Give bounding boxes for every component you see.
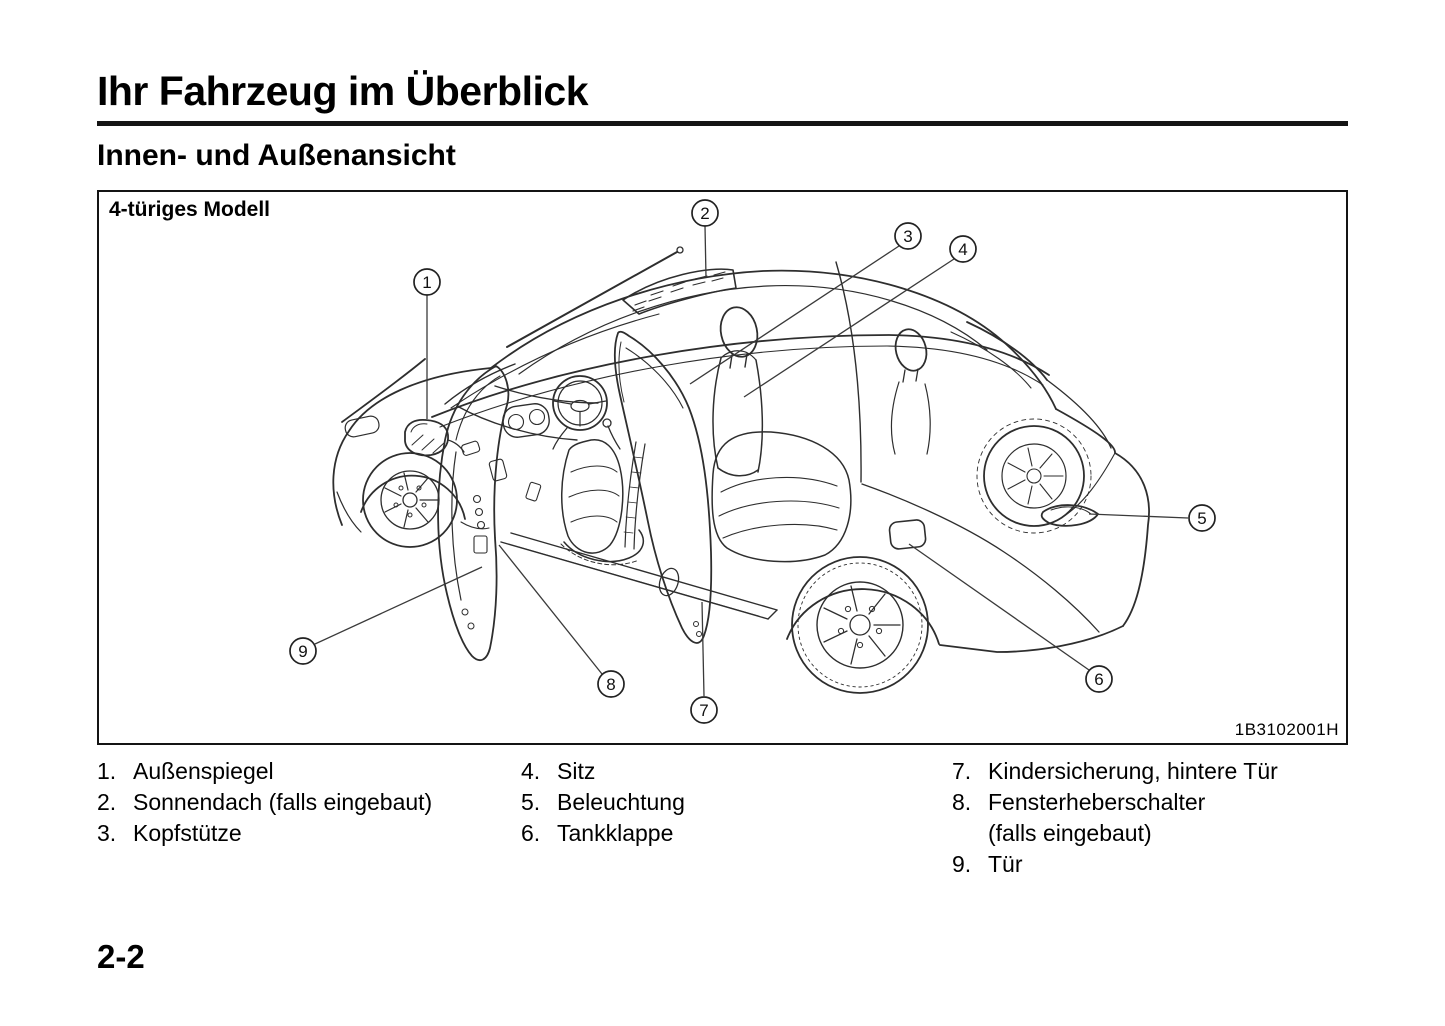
- legend-item-label: Kindersicherung, hintere Tür: [988, 758, 1278, 784]
- callout-7: [691, 697, 717, 723]
- svg-text:8: 8: [606, 675, 616, 694]
- legend-item-number: 3.: [97, 820, 117, 846]
- gear-lever: [603, 419, 620, 449]
- svg-text:5: 5: [1197, 509, 1207, 528]
- legend-item-label: Tür: [988, 851, 1023, 877]
- legend-item-number: 6.: [521, 820, 541, 846]
- legend-item-label: Sitz: [557, 758, 596, 784]
- callout-3: [895, 223, 921, 249]
- callout-leader-lines: [315, 226, 1188, 696]
- legend-item-6: [521, 818, 952, 849]
- legend-item-9: [952, 849, 1348, 880]
- car-diagram: [99, 192, 1346, 743]
- legend-item-label-line1: Fensterheberschalter: [988, 789, 1206, 815]
- rear-right-wheel: [977, 419, 1091, 533]
- figure-code: 1B3102001H: [1234, 720, 1339, 739]
- callout-4: [950, 236, 976, 262]
- callout-1: [414, 269, 440, 295]
- page-title: Ihr Fahrzeug im Überblick: [97, 68, 588, 114]
- svg-text:3: 3: [903, 227, 913, 246]
- antenna: [507, 247, 683, 347]
- pedal: [525, 482, 541, 502]
- legend-item-label-line2: (falls eingebaut): [988, 820, 1152, 846]
- front-wheel: [363, 453, 457, 547]
- legend-item-label: Sonnendach (falls eingebaut): [133, 789, 433, 815]
- svg-text:2: 2: [700, 204, 710, 223]
- legend-column-2: [521, 756, 952, 880]
- headlight: [344, 415, 381, 439]
- window-switches: [474, 496, 488, 554]
- svg-text:9: 9: [298, 642, 308, 661]
- legend-item-number: 9.: [952, 851, 972, 877]
- page-number: 2-2: [97, 938, 145, 975]
- svg-text:7: 7: [699, 701, 709, 720]
- title-rule: [97, 121, 1348, 126]
- svg-text:4: 4: [958, 240, 968, 259]
- callout-9: [290, 638, 316, 664]
- legend-item-label: [988, 787, 1348, 849]
- legend-item-number: 4.: [521, 758, 541, 784]
- legend-item-number: 7.: [952, 758, 972, 784]
- legend-item-label: Tankklappe: [557, 820, 674, 846]
- legend-item-4: [521, 756, 952, 787]
- legend-item-label: Beleuchtung: [557, 789, 685, 815]
- side-mirror: [405, 420, 464, 456]
- rear-seat: [712, 432, 851, 562]
- legend-item-number: 5.: [521, 789, 541, 815]
- legend-item-5: [521, 787, 952, 818]
- legend-item-number: 1.: [97, 758, 117, 784]
- section-title: Innen- und Außenansicht: [97, 139, 456, 172]
- legend-item-8: [952, 787, 1348, 849]
- legend-item-number: 2.: [97, 789, 117, 815]
- figure-variant-label: 4-türiges Modell: [109, 198, 271, 221]
- fuel-door: [889, 519, 927, 550]
- legend-item-2: [97, 787, 521, 818]
- figure-box: [97, 190, 1348, 745]
- legend-column-1: [97, 756, 521, 880]
- legend-item-number: 8.: [952, 789, 972, 815]
- legend: [97, 756, 1348, 880]
- callout-5: [1189, 505, 1215, 531]
- taillight: [1042, 505, 1098, 526]
- legend-item-label: Außenspiegel: [133, 758, 274, 784]
- legend-item-3: [97, 818, 521, 849]
- callout-6: [1086, 666, 1112, 692]
- rear-headrest: [891, 326, 930, 454]
- legend-item-label: Kopfstütze: [133, 820, 242, 846]
- passenger-seat: [713, 351, 762, 476]
- door-sill: [501, 533, 777, 619]
- svg-text:6: 6: [1094, 670, 1104, 689]
- legend-item-1: [97, 756, 521, 787]
- svg-text:1: 1: [422, 273, 432, 292]
- callout-2: [692, 200, 718, 226]
- callout-8: [598, 671, 624, 697]
- legend-column-3: [952, 756, 1348, 880]
- legend-item-7: [952, 756, 1348, 787]
- rear-wheel: [792, 557, 928, 693]
